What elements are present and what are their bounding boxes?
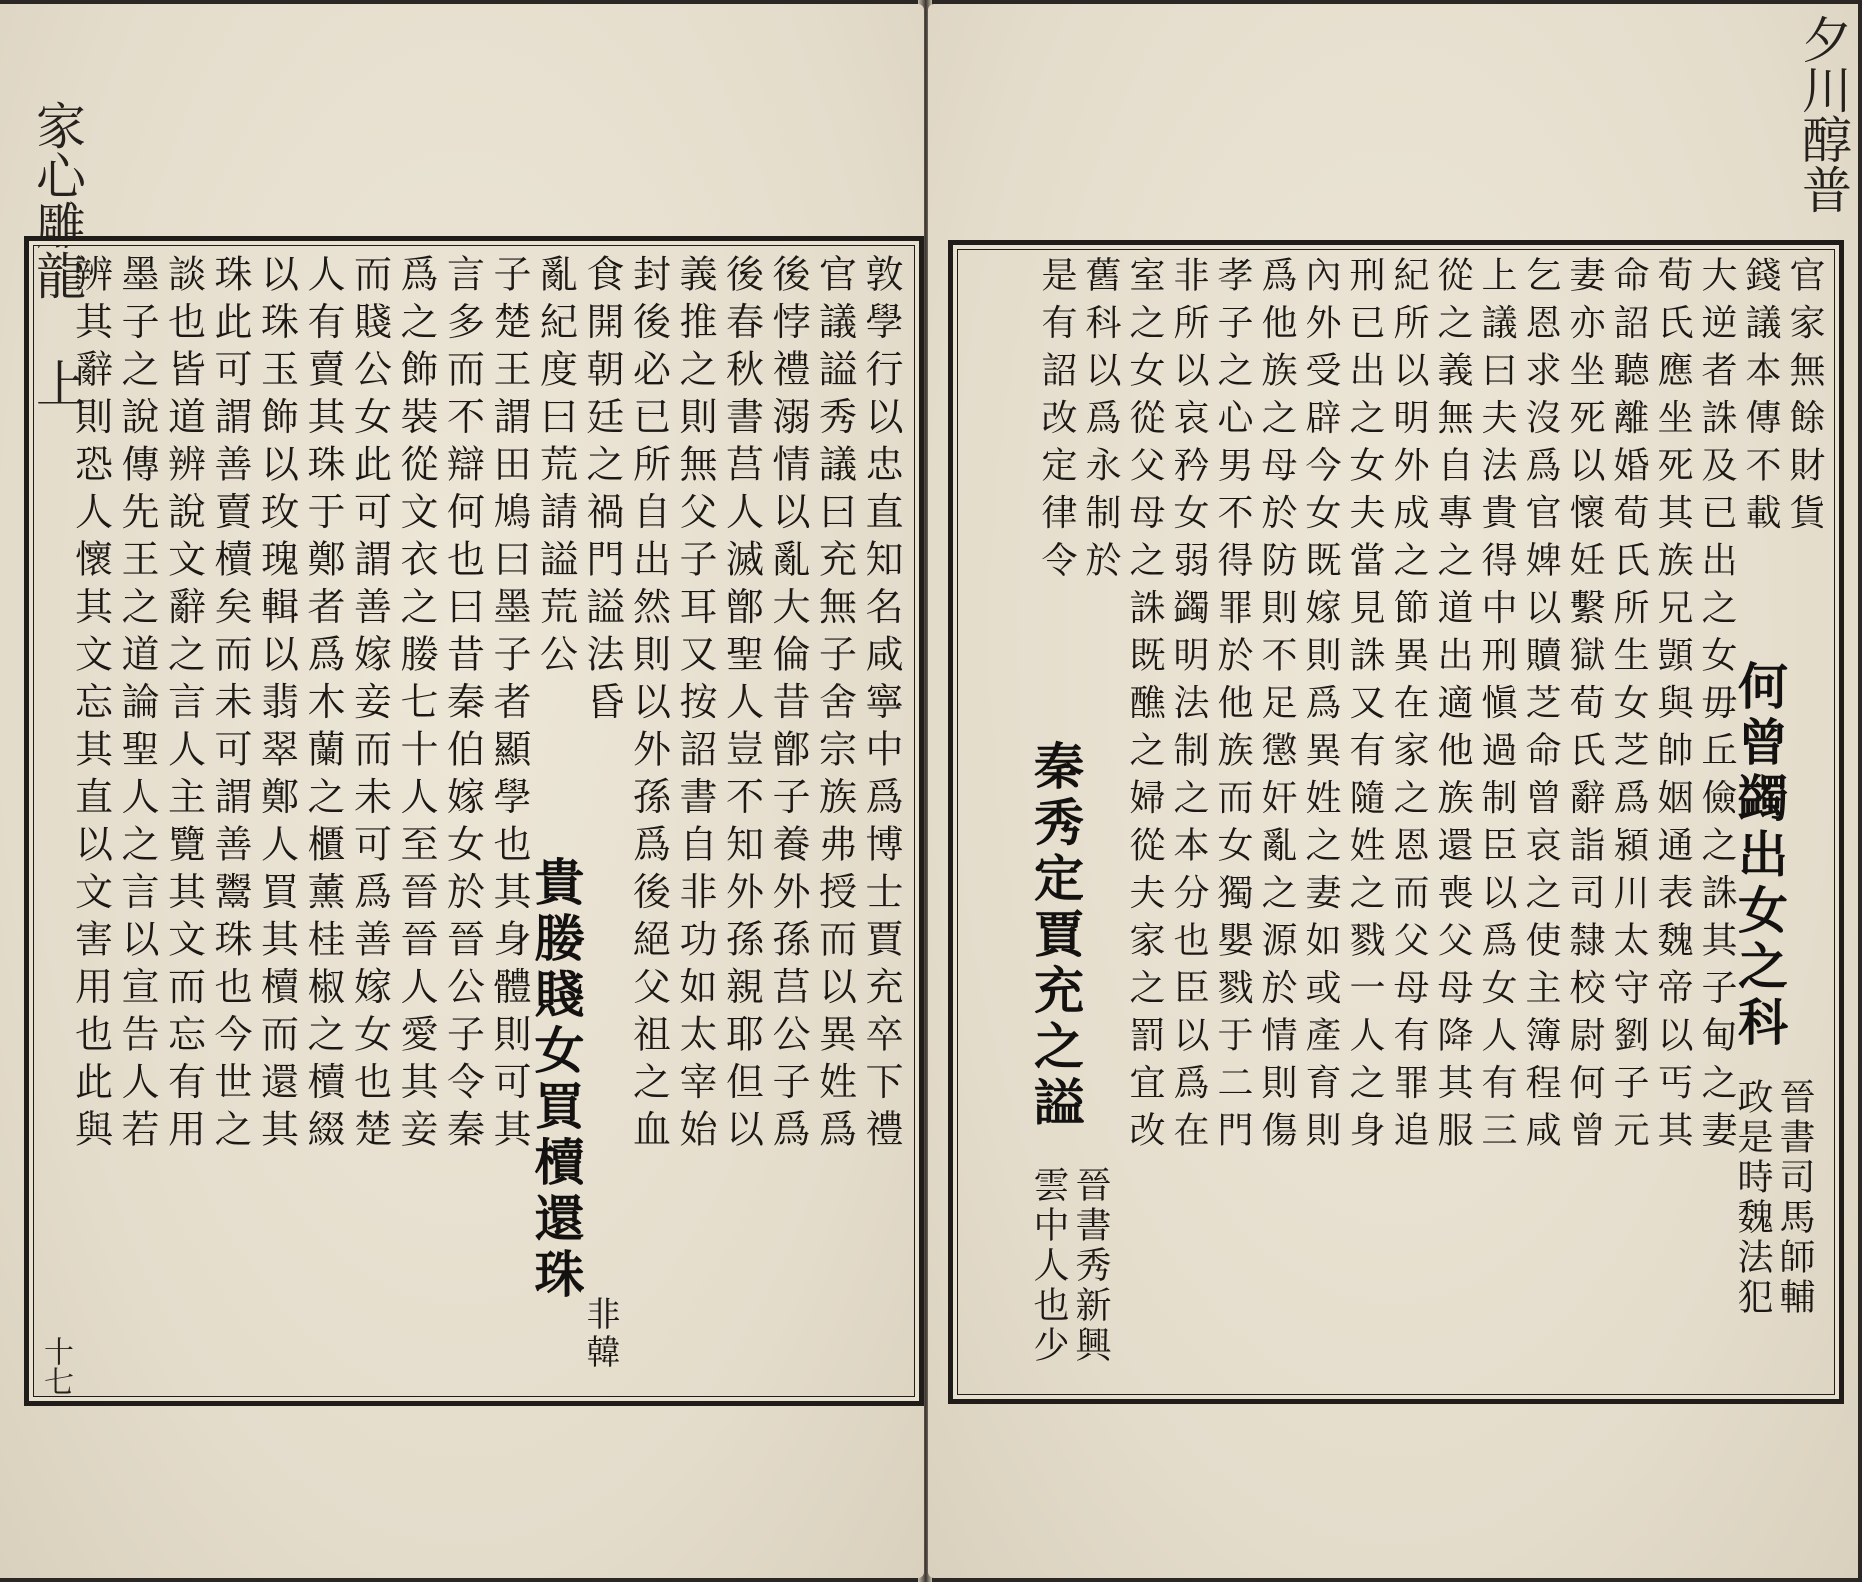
text-column: 官家無餘財貨 xyxy=(1784,256,1825,541)
text-column: 珠此可謂善賣櫝矣而未可謂善鬻珠也今世之 xyxy=(208,254,252,1157)
text-column: 辨其辭則恐人懷其文忘其直以文害用也此與 xyxy=(68,254,113,1157)
text-column: 後春秋書莒人滅鄫聖人豈不知外孫親耶但以 xyxy=(719,254,764,1157)
heading-note: 晉書司馬師輔 xyxy=(1774,1078,1815,1318)
text-column: 封後必已所自出然則以外孫爲後絕父祖之血 xyxy=(626,254,671,1157)
text-column: 錢議本傳不載 xyxy=(1740,256,1781,541)
heading-note: 雲中人也少 xyxy=(1028,1166,1069,1366)
running-title-left: 家心雕龍 上 xyxy=(28,100,86,408)
heading-note: 政是時魏法犯 xyxy=(1732,1078,1773,1318)
heading-note-pair xyxy=(1732,1078,1815,1318)
text-column: 義推之則無父子耳又按詔書自非功如太宰始 xyxy=(673,254,717,1157)
text-column: 以珠玉飾以玫瑰輯以翡翠鄭人買其櫝而還其 xyxy=(254,254,299,1157)
text-column: 乞恩求沒爲官婢以贖芝命曾哀之使主簿程咸 xyxy=(1520,256,1561,1159)
folio-number: 十七 xyxy=(38,1336,73,1396)
text-column: 非所以哀矜女弱蠲明法制之本分也臣以爲在 xyxy=(1168,256,1209,1159)
heading-note: 晉書秀新興 xyxy=(1070,1166,1111,1366)
text-column: 荀氏應坐死其族兄顗與帥姻通表魏帝以丐其 xyxy=(1652,256,1693,1159)
text-column: 食開朝廷之禍門謚法昏 xyxy=(580,254,624,729)
text-column: 紀所以明外成之節異在家之恩而父母有罪追 xyxy=(1388,256,1429,1159)
text-column: 大逆者誅及已出之女毋丘儉之誅其子甸之妻 xyxy=(1696,256,1737,1159)
text-column: 子楚王謂田鳩曰墨子者顯學也其身體則可其 xyxy=(487,254,531,1157)
text-column: 室之女從父母之誅既醮之婦從夫家之罰宜改 xyxy=(1124,256,1165,1159)
text-column: 而賤公女此可謂善嫁妾而未可爲善嫁女也楚 xyxy=(347,254,392,1157)
text-column: 官議謚秀議曰充無子舍宗族弗授而以異姓爲 xyxy=(812,254,857,1157)
text-column: 是有詔改定律令 xyxy=(1036,256,1077,589)
text-column: 人有賣其珠于鄭者爲木蘭之櫃薰桂椒之櫝綴 xyxy=(301,254,345,1157)
heading-note: 非韓 xyxy=(580,1296,620,1372)
text-column: 刑已出之女夫當見誅又有隨姓之戮一人之身 xyxy=(1344,256,1385,1159)
text-column: 敦學行以忠直知名咸寧中爲博士賈充卒下禮 xyxy=(859,254,903,1157)
heading-note-pair xyxy=(1028,1166,1111,1366)
section-heading: 秦秀定賈充之謚 xyxy=(1026,740,1085,1132)
text-column: 從之義無自專之道出適他族還喪父母降其服 xyxy=(1432,256,1473,1159)
section-heading: 何曾蠲出女之科 xyxy=(1730,660,1789,1052)
text-column: 妻亦坐死以懷妊繫獄荀氏辭詣司隸校尉何曾 xyxy=(1564,256,1605,1159)
text-column: 命詔聽離婚荀氏所生女芝爲潁川太守劉子元 xyxy=(1608,256,1649,1159)
text-column: 爲他族之母於防則不足懲奸亂之源於情則傷 xyxy=(1256,256,1297,1159)
text-column: 亂紀度曰荒請謚荒公 xyxy=(533,254,578,682)
section-heading: 貴媵賤女買櫝還珠 xyxy=(526,856,586,1304)
text-column: 內外受辟今女既嫁則爲異姓之妻如或產育則 xyxy=(1300,256,1341,1159)
text-column: 言多而不辯何也曰昔秦伯嫁女於晉公子令秦 xyxy=(440,254,485,1157)
text-column: 孝子之心男不得罪於他族而女獨嬰戮于二門 xyxy=(1212,256,1253,1159)
text-column: 墨子之說傳先王之道論聖人之言以宣告人若 xyxy=(115,254,159,1157)
text-column: 爲之飾裝從文衣之媵七十人至晉晉人愛其妾 xyxy=(394,254,438,1157)
running-title-right: 夕川醇普 xyxy=(1794,14,1852,214)
text-column: 後悖禮溺情以亂大倫昔鄫子養外孫莒公子爲 xyxy=(766,254,810,1157)
text-column: 上議曰夫法貴得中刑愼過制臣以爲女人有三 xyxy=(1476,256,1517,1159)
text-column: 談也皆道辨說文辭之言人主覽其文而忘有用 xyxy=(161,254,206,1157)
text-column: 舊科以爲永制於 xyxy=(1080,256,1121,589)
